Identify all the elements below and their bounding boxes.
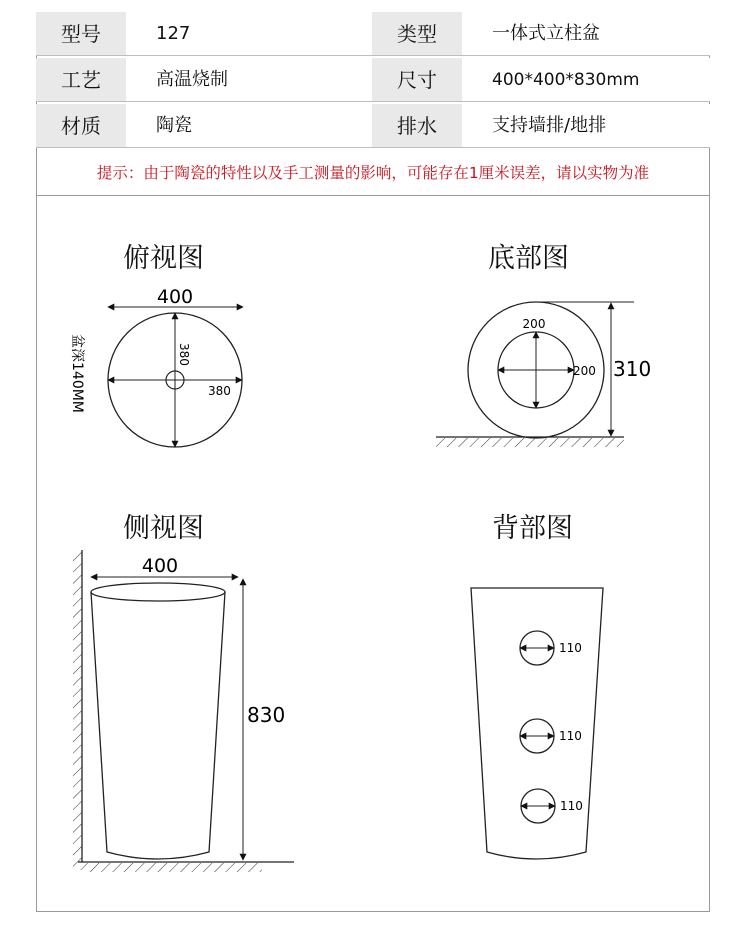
basin-depth-label: 盆深140MM (69, 334, 85, 413)
spec-value: 支持墙排/地排 (462, 104, 710, 148)
top-vertical-label: 380 (177, 343, 191, 366)
bottom-view-title: 底部图 (488, 243, 569, 274)
spec-value: 400*400*830mm (462, 58, 710, 102)
bottom-height-label: 310 (613, 357, 652, 381)
top-width-label: 400 (156, 286, 194, 308)
basin-rim (91, 583, 225, 601)
pedestal-back (471, 588, 603, 859)
side-floor-hatch (82, 863, 262, 872)
top-view-drawing (69, 286, 243, 447)
spec-label: 尺寸 (372, 58, 462, 102)
pedestal-body (91, 592, 225, 859)
side-width-label: 400 (141, 555, 179, 577)
wall-hatch (73, 550, 82, 870)
measurement-notice: 提示：由于陶瓷的特性以及手工测量的影响，可能存在1厘米误差，请以实物为准 (36, 150, 710, 196)
bottom-view-drawing (436, 302, 651, 447)
back-view-drawing (471, 588, 603, 859)
side-height-label: 830 (247, 703, 286, 727)
spec-value: 一体式立柱盆 (462, 12, 710, 56)
hole-size-label: 110 (559, 641, 582, 655)
side-view-drawing (73, 550, 294, 872)
hole-size-label: 110 (560, 799, 583, 813)
top-horizontal-label: 380 (208, 384, 231, 398)
spec-label: 工艺 (36, 58, 126, 102)
floor-hatch (436, 438, 624, 447)
pipe-hole (520, 719, 582, 753)
hole-size-label: 110 (559, 729, 582, 743)
spec-label: 材质 (36, 104, 126, 148)
spec-value: 高温烧制 (126, 58, 372, 102)
inner-right-label: 200 (573, 364, 596, 378)
pipe-hole (520, 631, 582, 665)
pipe-hole (521, 789, 583, 823)
back-view-title: 背部图 (492, 513, 573, 544)
spec-label: 排水 (372, 104, 462, 148)
spec-label: 类型 (372, 12, 462, 56)
spec-value: 127 (126, 12, 372, 56)
spec-value: 陶瓷 (126, 104, 372, 148)
top-view-title: 俯视图 (123, 243, 204, 274)
spec-label: 型号 (36, 12, 126, 56)
inner-top-label: 200 (522, 317, 546, 331)
side-view-title: 侧视图 (123, 513, 204, 544)
